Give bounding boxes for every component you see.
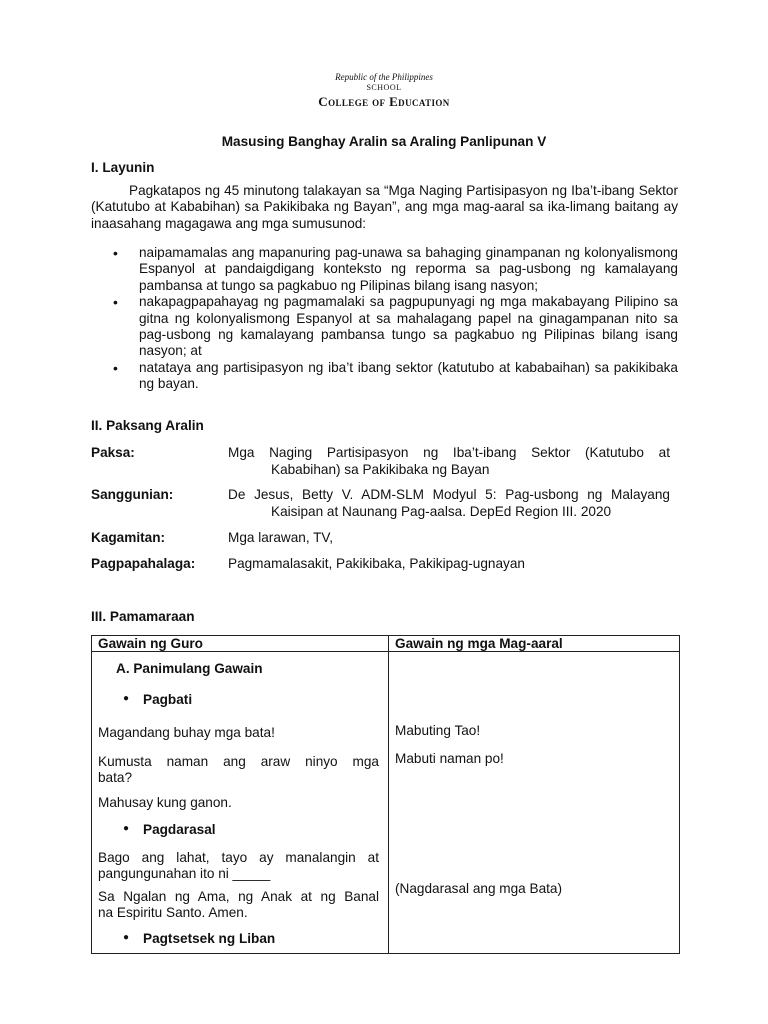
teacher-cell: [92, 652, 389, 954]
teacher-prayer-line-2: pangungunahan ito ni _____: [98, 866, 271, 882]
teacher-sign-of-cross: [98, 889, 379, 922]
pagpapahalaga-label: Pagpapahalaga:: [91, 556, 196, 571]
bullet-pagdarasal: ● Pagdarasal: [143, 822, 216, 837]
paksa-line-2: Kababihan) sa Pakikibaka ng Bayan: [271, 461, 490, 477]
sanggunian-line-1: De Jesus, Betty V. ADM-SLM Modyul 5: Pag-usbong ng Malayang: [228, 487, 670, 502]
sanggunian-line-2: Kaisipan at Naunang Pag-aalsa. DepEd Region III. 2020: [271, 503, 612, 519]
table-row: [92, 652, 680, 954]
students-cell: [389, 652, 680, 954]
paksa-value: [228, 445, 670, 478]
section-layunin-heading: I. Layunin: [91, 160, 155, 175]
teacher-question-line-1: Kumusta naman ang araw ninyo mga: [98, 754, 379, 769]
bullet-pagbati: ● Pagbati: [143, 692, 192, 707]
subheading-panimulang-gawain: A. Panimulang Gawain: [116, 661, 263, 676]
teacher-prayer-call: [98, 850, 379, 883]
pagpapahalaga-value: Pagmamalasakit, Pakikibaka, Pakikipag-ugnayan: [228, 556, 525, 571]
student-reply-question: Mabuti naman po!: [395, 751, 504, 766]
student-reply-greeting: Mabuting Tao!: [395, 723, 481, 738]
objectives-list: [113, 245, 678, 393]
objective-item: • natataya ang partisipasyon ng iba’t ibang sektor (katutubo at kababaihan) sa pakikibaka ng bayan.: [113, 360, 678, 393]
teacher-sign-line-2: na Espiritu Santo. Amen.: [98, 905, 248, 921]
col-header-students: Gawain ng mga Mag-aaral: [389, 636, 680, 652]
objective-item: • naipamamalas ang mapanuring pag-unawa sa bahaging ginampanan ng kolonyalismong Espanyol at pandaigdigang konteksto ng reporma sa pag-usbong ng kamalayang pambansa at tungo sa pagkabuo ng Pilipinas bilang isang nasyon;: [113, 245, 678, 294]
teacher-prayer-line-1: Bago ang lahat, tayo ay manalangin at: [98, 850, 379, 865]
paksa-label: Paksa:: [91, 445, 135, 460]
activities-table: [91, 635, 680, 954]
teacher-good: Mahusay kung ganon.: [98, 795, 232, 810]
kagamitan-value: Mga larawan, TV,: [228, 530, 334, 545]
lesson-title: Masusing Banghay Aralin sa Araling Panlipunan V: [221, 134, 547, 149]
header-college: College of Education: [318, 94, 450, 109]
objective-item: • nakapagpapahayag ng pagmamalaki sa pagpupunyagi ng mga makabayang Pilipino sa gitna ng kolonyalismong Espanyol at sa mahalagang papel na ginagampanan nito sa pag-usbong ng kamalayang pambansa tungo sa pagkabuo ng Pilipinas bilang isang nasyon; at: [113, 294, 678, 360]
teacher-sign-line-1: Sa Ngalan ng Ama, ng Anak at ng Banal: [98, 889, 379, 904]
sanggunian-label: Sanggunian:: [91, 487, 174, 502]
student-praying: (Nagdarasal ang mga Bata): [395, 881, 562, 896]
layunin-intro: Pagkatapos ng 45 minutong talakayan sa “Mga Naging Partisipasyon ng Iba’t-ibang Sektor (Katutubo at Kababihan) sa Pakikibaka ng Bayan”, ang mga mag-aaral sa ika-limang baitang ay inaasahang magagawa ang mga sumusunod:: [91, 183, 678, 231]
sanggunian-value: [228, 487, 670, 520]
bullet-pagtsetsek: ● Pagtsetsek ng Liban: [143, 931, 275, 946]
section-paksang-aralin-heading: II. Paksang Aralin: [91, 418, 204, 433]
teacher-question: [98, 754, 379, 787]
section-pamamaraan-heading: III. Pamamaraan: [91, 609, 195, 624]
col-header-teacher: Gawain ng Guro: [92, 636, 389, 652]
paksa-line-1: Mga Naging Partisipasyon ng Iba’t-ibang Sektor (Katutubo at: [228, 445, 670, 460]
teacher-question-line-2: bata?: [98, 770, 133, 786]
teacher-greeting: Magandang buhay mga bata!: [98, 725, 275, 740]
table-header-row: [92, 636, 680, 652]
kagamitan-label: Kagamitan:: [91, 530, 166, 545]
header-school: SCHOOL: [366, 83, 402, 92]
header-republic: Republic of the Philippines: [335, 72, 433, 82]
